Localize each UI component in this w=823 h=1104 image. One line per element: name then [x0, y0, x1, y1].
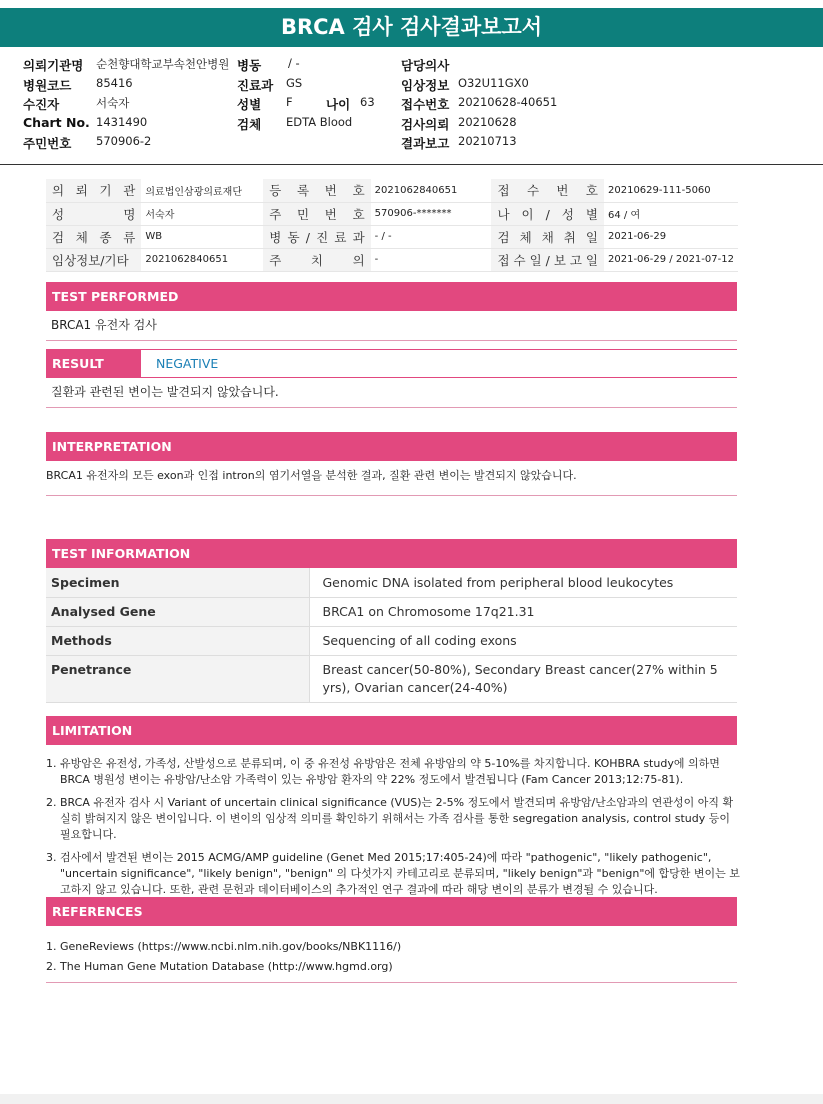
list-item-number: 2.: [46, 796, 57, 809]
interpretation-heading: INTERPRETATION: [46, 432, 737, 461]
info-key: 접 수 번 호: [491, 179, 604, 202]
report-date-value: 20210713: [458, 134, 517, 148]
info-key: 성 명: [46, 202, 141, 225]
info-value: 2021062840651: [371, 179, 492, 202]
info-value: 20210629-111-5060: [604, 179, 738, 202]
page-bottom-band: [0, 1094, 823, 1104]
info-key: 주 민 번 호: [263, 202, 370, 225]
info-value: 2021-06-29 / 2021-07-12: [604, 248, 738, 271]
info-value: 2021062840651: [141, 248, 263, 271]
chart-no-value: 1431490: [96, 115, 148, 129]
list-item-number: 3.: [46, 851, 57, 864]
sex-value: F: [286, 95, 293, 109]
info-key: 등 록 번 호: [263, 179, 370, 202]
department-label: 진료과: [237, 78, 274, 93]
list-item: [46, 795, 740, 843]
info-row: [46, 202, 738, 225]
receipt-no-value: 20210628-40651: [458, 95, 558, 109]
info-key: 나 이 / 성 별: [491, 202, 604, 225]
references-list: [46, 937, 737, 983]
info-key: 의 뢰 기 관: [46, 179, 141, 202]
ward-label: 병동: [237, 58, 262, 73]
list-item-text: BRCA 유전자 검사 시 Variant of uncertain clinical significance (VUS)는 2-5% 정도에서 발견되며 유방암/난소암과의 연관성이 아직 확실히 밝혀지지 않은 변이입니다. 이 변이의 임상적 의미를 확인하기 위해서는 가족 검사를 통한 segregation analysis, control study 등이 필요합니다.: [60, 796, 734, 841]
test-performed-text: BRCA1 유전자 검사: [46, 311, 737, 341]
ti-value: Breast cancer(50-80%), Secondary Breast cancer(27% within 5 yrs), Ovarian cancer(24-40%): [309, 655, 737, 702]
specimen-value: EDTA Blood: [286, 115, 353, 129]
patient-name-value: 서숙자: [96, 96, 130, 110]
list-item-number: 1.: [46, 940, 57, 953]
sex-label: 성별: [237, 97, 262, 112]
info-value: WB: [141, 225, 263, 248]
result-value: NEGATIVE: [156, 356, 219, 371]
institution-value: 순천향대학교부속천안병원: [96, 57, 230, 71]
resident-no-label: 주민번호: [23, 136, 72, 151]
result-text: 질환과 관련된 변이는 발견되지 않았습니다.: [46, 378, 737, 408]
ti-key: Specimen: [46, 568, 309, 597]
info-key: 검 체 채 취 일: [491, 225, 604, 248]
info-value: - / -: [371, 225, 492, 248]
test-information-heading: TEST INFORMATION: [46, 539, 737, 568]
info-value: 64 / 여: [604, 202, 738, 225]
ti-value: Sequencing of all coding exons: [309, 626, 737, 655]
ti-value: BRCA1 on Chromosome 17q21.31: [309, 597, 737, 626]
test-information-table: [46, 568, 737, 703]
list-item: [46, 937, 737, 957]
ti-key: Methods: [46, 626, 309, 655]
list-item-number: 2.: [46, 960, 57, 973]
info-key: 검 체 종 류: [46, 225, 141, 248]
result-heading-row: [46, 349, 737, 378]
request-date-label: 검사의뢰: [401, 117, 450, 132]
institution-label: 의뢰기관명: [23, 58, 84, 73]
table-row: [46, 626, 737, 655]
result-heading: RESULT: [46, 349, 141, 378]
resident-no-value: 570906-2: [96, 134, 152, 148]
info-row: [46, 248, 738, 271]
info-value: 2021-06-29: [604, 225, 738, 248]
info-key: 병 동 / 진 료 과: [263, 225, 370, 248]
hospital-code-label: 병원코드: [23, 78, 72, 93]
clinical-info-label: 임상정보: [401, 78, 450, 93]
list-item-text: The Human Gene Mutation Database (http://www.hgmd.org): [60, 960, 393, 973]
info-key: 주 치 의: [263, 248, 370, 271]
info-key: 임상정보/기타: [46, 248, 141, 271]
info-value: 서숙자: [141, 202, 263, 225]
list-item-number: 1.: [46, 757, 57, 770]
info-row: [46, 225, 738, 248]
references-heading: REFERENCES: [46, 897, 737, 926]
list-item-text: 검사에서 발견된 변이는 2015 ACMG/AMP guideline (Genet Med 2015;17:405-24)에 따라 "pathogenic", "likely pathogenic", "uncertain significance", "likely benign", "benign" 의 다섯가지 카테고리로 분류되며, "likely benign"과 "benign"에 합당한 변이는 보고하지 않고 있습니다. 또한, 관련 문헌과 데이터베이스의 추가적인 연구 결과에 따라 해당 변이의 분류가 변경될 수 있습니다.: [60, 851, 740, 896]
patient-name-label: 수진자: [23, 97, 60, 112]
list-item-text: GeneReviews (https://www.ncbi.nlm.nih.gov/books/NBK1116/): [60, 940, 402, 953]
list-item: [46, 756, 740, 788]
age-value: 63: [360, 95, 375, 109]
physician-label: 담당의사: [401, 58, 450, 73]
ti-value: Genomic DNA isolated from peripheral blood leukocytes: [309, 568, 737, 597]
list-item-text: 유방암은 유전성, 가족성, 산발성으로 분류되며, 이 중 유전성 유방암은 전체 유방암의 약 5-10%를 차지합니다. KOHBRA study에 의하면 BRCA 병원성 변이는 유방암/난소암 가족력이 있는 유방암 환자의 약 22% 정도에서 발견됩니다 (Fam Cancer 2013;12:75-81).: [60, 757, 720, 786]
receipt-no-label: 접수번호: [401, 97, 450, 112]
request-date-value: 20210628: [458, 115, 517, 129]
hospital-code-value: 85416: [96, 76, 133, 90]
list-item: [46, 850, 740, 898]
patient-header: [0, 53, 823, 165]
interpretation-text: BRCA1 유전자의 모든 exon과 인접 intron의 염기서열을 분석한 결과, 질환 관련 변이는 발견되지 않았습니다.: [46, 461, 737, 496]
clinical-info-value: O32U11GX0: [458, 76, 529, 90]
list-item: [46, 957, 737, 977]
department-value: GS: [286, 76, 303, 90]
chart-no-label: Chart No.: [23, 115, 90, 130]
limitation-heading: LIMITATION: [46, 716, 737, 745]
test-performed-heading: TEST PERFORMED: [46, 282, 737, 311]
limitation-list: [46, 756, 740, 905]
specimen-label: 검체: [237, 117, 262, 132]
info-value: -: [371, 248, 492, 271]
ti-key: Penetrance: [46, 655, 309, 702]
age-label: 나이: [326, 97, 351, 112]
info-value: 의료법인삼광의료재단: [141, 179, 263, 202]
table-row: [46, 568, 737, 597]
ward-value: / -: [288, 56, 300, 70]
report-date-label: 결과보고: [401, 136, 450, 151]
table-row: [46, 597, 737, 626]
request-info-table: [46, 179, 738, 272]
info-row: [46, 179, 738, 202]
info-value: 570906-*******: [371, 202, 492, 225]
ti-key: Analysed Gene: [46, 597, 309, 626]
report-title: BRCA 검사 검사결과보고서: [0, 8, 823, 47]
info-key: 접 수 일 / 보 고 일: [491, 248, 604, 271]
table-row: [46, 655, 737, 702]
